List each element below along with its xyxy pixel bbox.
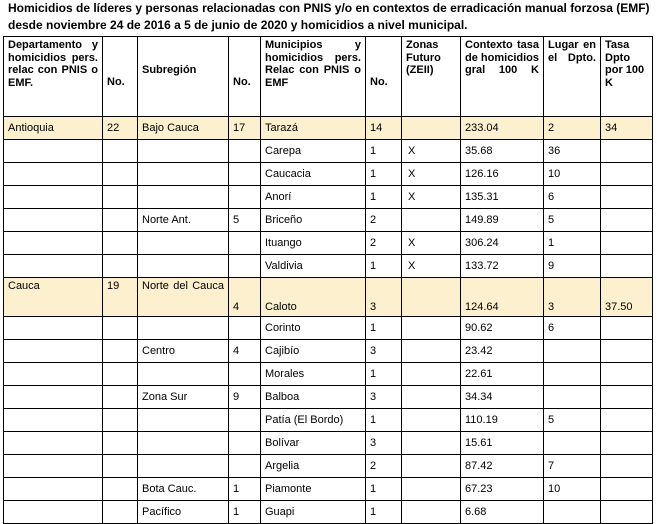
table-row [4, 317, 653, 340]
cell-no-dep [103, 163, 138, 186]
cell-subregion [138, 409, 229, 432]
cell-municipio: Caucacia [261, 163, 366, 186]
cell-zona-futuro: X [402, 186, 461, 209]
cell-contexto-tasa: 233.04 [461, 117, 544, 140]
cell-no-mun: 1 [366, 501, 402, 524]
cell-tasa-dpto [601, 455, 653, 478]
cell-no-mun: 3 [366, 386, 402, 409]
cell-municipio: Corinto [261, 317, 366, 340]
cell-no-mun: 1 [366, 140, 402, 163]
header-no-sub: No. [229, 37, 261, 117]
cell-municipio: Carepa [261, 140, 366, 163]
cell-lugar-dpto [544, 432, 601, 455]
table-row [4, 409, 653, 432]
cell-lugar-dpto [544, 340, 601, 363]
cell-lugar-dpto: 6 [544, 186, 601, 209]
cell-subregion: Norte del Cauca [138, 278, 229, 317]
cell-no-sub: 5 [229, 209, 261, 232]
cell-no-sub [229, 432, 261, 455]
cell-zona-futuro [402, 340, 461, 363]
cell-tasa-dpto [601, 163, 653, 186]
cell-no-dep [103, 317, 138, 340]
cell-departamento [4, 209, 103, 232]
cell-departamento [4, 163, 103, 186]
cell-subregion: Bota Cauc. [138, 478, 229, 501]
cell-departamento [4, 340, 103, 363]
cell-zona-futuro: X [402, 163, 461, 186]
cell-subregion [138, 232, 229, 255]
cell-subregion [138, 163, 229, 186]
cell-no-sub: 1 [229, 478, 261, 501]
cell-lugar-dpto [544, 386, 601, 409]
cell-tasa-dpto: 34 [601, 117, 653, 140]
cell-no-mun: 2 [366, 209, 402, 232]
cell-departamento [4, 455, 103, 478]
cell-no-dep [103, 432, 138, 455]
cell-subregion [138, 363, 229, 386]
cell-no-sub [229, 317, 261, 340]
table-row [4, 117, 653, 140]
cell-contexto-tasa: 124.64 [461, 278, 544, 317]
cell-tasa-dpto [601, 255, 653, 278]
cell-municipio: Anorí [261, 186, 366, 209]
cell-subregion: Zona Sur [138, 386, 229, 409]
cell-departamento [4, 363, 103, 386]
table-row [4, 209, 653, 232]
table-row [4, 186, 653, 209]
cell-municipio: Balboa [261, 386, 366, 409]
cell-lugar-dpto: 36 [544, 140, 601, 163]
cell-subregion [138, 186, 229, 209]
cell-no-mun: 1 [366, 163, 402, 186]
cell-no-sub: 1 [229, 501, 261, 524]
cell-lugar-dpto: 3 [544, 278, 601, 317]
cell-departamento [4, 140, 103, 163]
cell-no-mun: 3 [366, 432, 402, 455]
table-row [4, 255, 653, 278]
cell-lugar-dpto: 1 [544, 232, 601, 255]
cell-tasa-dpto [601, 232, 653, 255]
cell-lugar-dpto: 9 [544, 255, 601, 278]
cell-municipio: Valdivia [261, 255, 366, 278]
cell-contexto-tasa: 306.24 [461, 232, 544, 255]
cell-departamento [4, 409, 103, 432]
cell-no-dep [103, 140, 138, 163]
cell-no-dep: 19 [103, 278, 138, 317]
cell-no-mun: 1 [366, 186, 402, 209]
cell-departamento [4, 432, 103, 455]
cell-zona-futuro [402, 317, 461, 340]
homicides-table [3, 36, 653, 524]
cell-zona-futuro [402, 455, 461, 478]
table-row [4, 163, 653, 186]
cell-departamento [4, 255, 103, 278]
cell-no-sub: 4 [229, 278, 261, 317]
header-lugar-dpto: Lugar en el Dpto. [544, 37, 601, 117]
table-row [4, 140, 653, 163]
cell-municipio: Piamonte [261, 478, 366, 501]
cell-tasa-dpto [601, 478, 653, 501]
header-zonas-futuro: Zonas Futuro (ZEII) [402, 37, 461, 117]
cell-no-sub [229, 232, 261, 255]
cell-lugar-dpto [544, 363, 601, 386]
cell-contexto-tasa: 22.61 [461, 363, 544, 386]
table-row [4, 455, 653, 478]
cell-subregion [138, 455, 229, 478]
cell-subregion [138, 140, 229, 163]
table-row [4, 386, 653, 409]
cell-no-dep [103, 186, 138, 209]
cell-departamento [4, 186, 103, 209]
cell-municipio: Morales [261, 363, 366, 386]
cell-subregion: Centro [138, 340, 229, 363]
cell-zona-futuro [402, 478, 461, 501]
cell-lugar-dpto: 10 [544, 163, 601, 186]
table-row [4, 340, 653, 363]
cell-no-dep [103, 478, 138, 501]
cell-subregion: Pacífico [138, 501, 229, 524]
cell-no-sub: 4 [229, 340, 261, 363]
cell-no-mun: 2 [366, 232, 402, 255]
cell-no-mun: 3 [366, 340, 402, 363]
cell-lugar-dpto: 5 [544, 209, 601, 232]
table-row [4, 232, 653, 255]
cell-departamento [4, 386, 103, 409]
cell-no-sub [229, 163, 261, 186]
cell-no-sub [229, 255, 261, 278]
cell-no-mun: 2 [366, 455, 402, 478]
table-row [4, 278, 653, 317]
cell-tasa-dpto [601, 386, 653, 409]
table-row [4, 432, 653, 455]
cell-lugar-dpto: 6 [544, 317, 601, 340]
header-no-dep: No. [103, 37, 138, 117]
cell-municipio: Briceño [261, 209, 366, 232]
cell-no-sub [229, 140, 261, 163]
cell-departamento: Antioquia [4, 117, 103, 140]
cell-zona-futuro [402, 117, 461, 140]
table-title: Homicidios de líderes y personas relacionadas con PNIS y/o en contextos de erradicación manual forzosa (EMF) desde noviembre 24 de 2016 a 5 de junio de 2020 y homicidios a nivel municipal. [8, 1, 650, 32]
cell-lugar-dpto: 2 [544, 117, 601, 140]
header-row [4, 37, 653, 117]
cell-contexto-tasa: 34.34 [461, 386, 544, 409]
cell-no-mun: 1 [366, 478, 402, 501]
cell-zona-futuro: X [402, 255, 461, 278]
cell-no-dep [103, 386, 138, 409]
cell-no-dep: 22 [103, 117, 138, 140]
cell-subregion [138, 432, 229, 455]
cell-no-dep [103, 255, 138, 278]
cell-tasa-dpto [601, 209, 653, 232]
cell-tasa-dpto [601, 186, 653, 209]
cell-no-sub [229, 186, 261, 209]
cell-subregion: Norte Ant. [138, 209, 229, 232]
cell-zona-futuro [402, 278, 461, 317]
header-subregion: Subregión [138, 37, 229, 117]
header-departamento: Departamento y homicidios pers. relac con PNIS o EMF. [4, 37, 103, 117]
cell-no-mun: 3 [366, 278, 402, 317]
cell-no-dep [103, 232, 138, 255]
cell-no-dep [103, 409, 138, 432]
cell-no-mun: 1 [366, 409, 402, 432]
cell-subregion [138, 255, 229, 278]
cell-lugar-dpto: 5 [544, 409, 601, 432]
cell-subregion: Bajo Cauca [138, 117, 229, 140]
cell-no-dep [103, 363, 138, 386]
cell-municipio: Patía (El Bordo) [261, 409, 366, 432]
cell-departamento [4, 317, 103, 340]
cell-municipio: Caloto [261, 278, 366, 317]
cell-no-sub [229, 409, 261, 432]
cell-zona-futuro [402, 209, 461, 232]
cell-contexto-tasa: 67.23 [461, 478, 544, 501]
cell-tasa-dpto [601, 432, 653, 455]
cell-no-sub: 17 [229, 117, 261, 140]
cell-contexto-tasa: 15.61 [461, 432, 544, 455]
header-municipios: Municipios y homicidios pers. Relac con PNIS o EMF [261, 37, 366, 117]
cell-no-dep [103, 340, 138, 363]
cell-zona-futuro: X [402, 232, 461, 255]
cell-zona-futuro [402, 409, 461, 432]
cell-contexto-tasa: 149.89 [461, 209, 544, 232]
cell-subregion [138, 317, 229, 340]
cell-no-mun: 14 [366, 117, 402, 140]
cell-contexto-tasa: 90.62 [461, 317, 544, 340]
table-row [4, 478, 653, 501]
header-contexto-tasa: Contexto tasa de homicidios gral 100 K [461, 37, 544, 117]
cell-contexto-tasa: 23.42 [461, 340, 544, 363]
cell-zona-futuro: X [402, 140, 461, 163]
cell-departamento: Cauca [4, 278, 103, 317]
cell-municipio: Ituango [261, 232, 366, 255]
cell-lugar-dpto: 7 [544, 455, 601, 478]
cell-no-dep [103, 455, 138, 478]
cell-no-mun: 1 [366, 255, 402, 278]
cell-municipio: Bolívar [261, 432, 366, 455]
cell-contexto-tasa: 35.68 [461, 140, 544, 163]
cell-no-mun: 1 [366, 317, 402, 340]
cell-contexto-tasa: 133.72 [461, 255, 544, 278]
cell-no-sub [229, 455, 261, 478]
cell-contexto-tasa: 87.42 [461, 455, 544, 478]
cell-municipio: Argelia [261, 455, 366, 478]
cell-tasa-dpto [601, 140, 653, 163]
header-no-mun: No. [366, 37, 402, 117]
cell-tasa-dpto [601, 363, 653, 386]
table-row [4, 363, 653, 386]
cell-municipio: Cajibío [261, 340, 366, 363]
cell-contexto-tasa: 6.68 [461, 501, 544, 524]
cell-zona-futuro [402, 386, 461, 409]
cell-zona-futuro [402, 432, 461, 455]
cell-municipio: Tarazá [261, 117, 366, 140]
cell-lugar-dpto: 10 [544, 478, 601, 501]
cell-contexto-tasa: 135.31 [461, 186, 544, 209]
cell-departamento [4, 232, 103, 255]
cell-zona-futuro [402, 363, 461, 386]
cell-departamento [4, 478, 103, 501]
cell-no-sub: 9 [229, 386, 261, 409]
cell-tasa-dpto [601, 340, 653, 363]
cell-contexto-tasa: 126.16 [461, 163, 544, 186]
cell-contexto-tasa: 110.19 [461, 409, 544, 432]
cell-tasa-dpto: 37.50 [601, 278, 653, 317]
cell-municipio: Guapi [261, 501, 366, 524]
cell-no-dep [103, 209, 138, 232]
cell-no-sub [229, 363, 261, 386]
cell-tasa-dpto [601, 317, 653, 340]
cell-no-mun: 1 [366, 363, 402, 386]
cell-tasa-dpto [601, 409, 653, 432]
header-tasa-dpto: Tasa Dpto por 100 K [601, 37, 653, 117]
